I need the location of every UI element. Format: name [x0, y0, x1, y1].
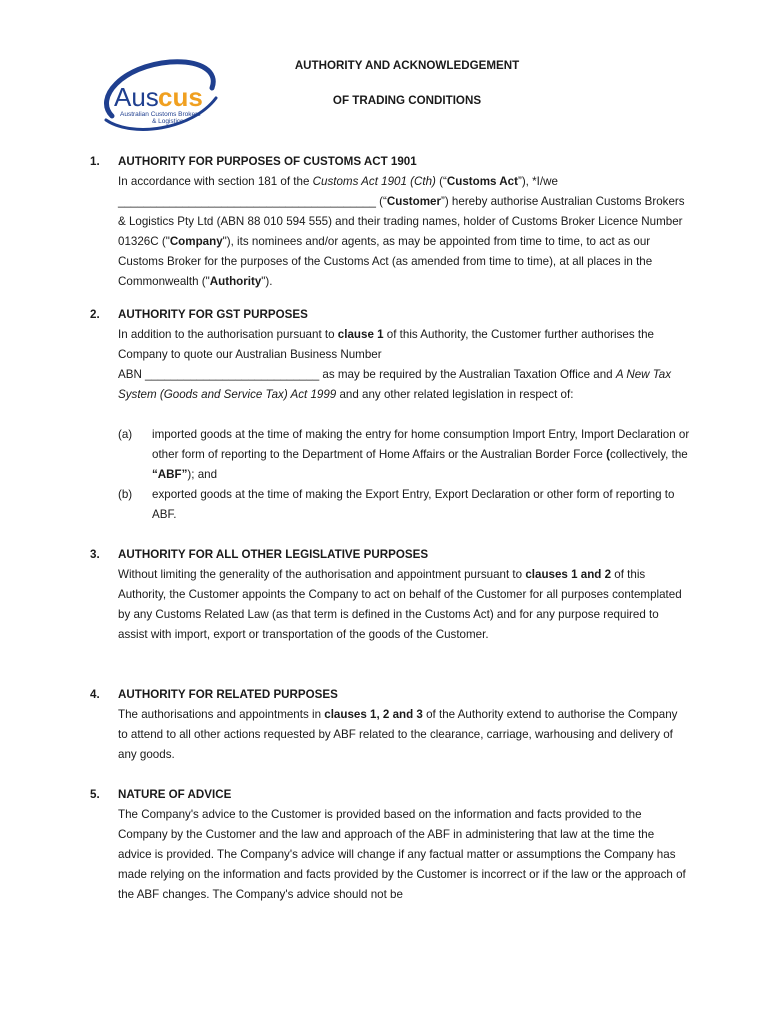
section-1: [90, 152, 690, 292]
logo-wordmark-aus: Aus: [114, 82, 159, 112]
section-number: 4.: [90, 688, 100, 701]
section-3: [90, 545, 690, 645]
document-title: AUTHORITY AND ACKNOWLEDGEMENT: [294, 59, 520, 72]
section-paragraph: In addition to the authorisation pursuant to clause 1 of this Authority, the Customer further authorises the Company to quote our Australian Business Number: [118, 328, 654, 361]
section-number: 5.: [90, 788, 100, 801]
section-5: [90, 785, 690, 905]
logo-wordmark-cus: cus: [158, 82, 203, 112]
section-paragraph: Without limiting the generality of the authorisation and appointment pursuant to clauses 1 and 2 of this Authority, the Customer appoints the Company to act on behalf of the Customer for all purposes contemplated by any Customs Related Law (as that term is defined in the Customs Act) and for any purpose required to assist with import, export or transportation of the goods of the Customer.: [118, 568, 682, 641]
section-heading: AUTHORITY FOR PURPOSES OF CUSTOMS ACT 1901: [118, 155, 417, 168]
section-heading: AUTHORITY FOR ALL OTHER LEGISLATIVE PURPOSES: [118, 548, 429, 561]
section-number: 2.: [90, 308, 100, 321]
sub-clause-b: (b) exported goods at the time of making the Export Entry, Export Declaration or other form of reporting to ABF.: [118, 488, 675, 521]
section-paragraph: In accordance with section 181 of the Customs Act 1901 (Cth) (“Customs Act”), *I/we ________________________________________ (“Customer”) hereby authorise Australian Customs Brokers & Logistics Pty Ltd (ABN 88 010 594 555) and their trading names, holder of Customs Broker Licence Number 01326C ("Company"), its nominees and/or agents, as may be appointed from time to time, to act as our Customs Broker for the purposes of the Customs Act (as amended from time to time), at all places in the Commonwealth ("Authority").: [118, 175, 685, 288]
section-4: [90, 685, 690, 765]
section-number: 1.: [90, 155, 100, 168]
section-2: [90, 305, 690, 525]
section-number: 3.: [90, 548, 100, 561]
section-heading: AUTHORITY FOR GST PURPOSES: [118, 308, 308, 321]
logo-tagline-2: & Logistics: [152, 118, 184, 125]
section-heading: AUTHORITY FOR RELATED PURPOSES: [118, 688, 338, 701]
sub-clause-a: (a) imported goods at the time of making the entry for home consumption Import Entry, Import Declaration or other form of reporting to the Department of Home Affairs or the Australian Border Force (collectively, the “ABF”); and: [118, 428, 690, 481]
section-paragraph: ABN ___________________________ as may be required by the Australian Taxation Office and A New Tax System (Goods and Service Tax) Act 1999 and any other related legislation in respect of:: [118, 368, 672, 401]
document-subtitle: OF TRADING CONDITIONS: [332, 94, 482, 107]
section-heading: NATURE OF ADVICE: [118, 788, 232, 801]
logo-tagline-1: Australian Customs Brokers: [120, 111, 201, 118]
section-paragraph: The authorisations and appointments in clauses 1, 2 and 3 of the Authority extend to authorise the Company to attend to all other actions requested by ABF related to the clearance, carriage, warhousing and delivery of any goods.: [118, 708, 678, 761]
section-paragraph: The Company's advice to the Customer is provided based on the information and facts provided to the Company by the Customer and the law and approach of the ABF in administering that law at the time the advice is provided. The Company's advice will change if any factual matter or assumptions the Company has made relying on the information and facts provided by the Customer is incorrect or if the law or the approach of the ABF changes. The Company's advice should not be: [118, 808, 686, 901]
